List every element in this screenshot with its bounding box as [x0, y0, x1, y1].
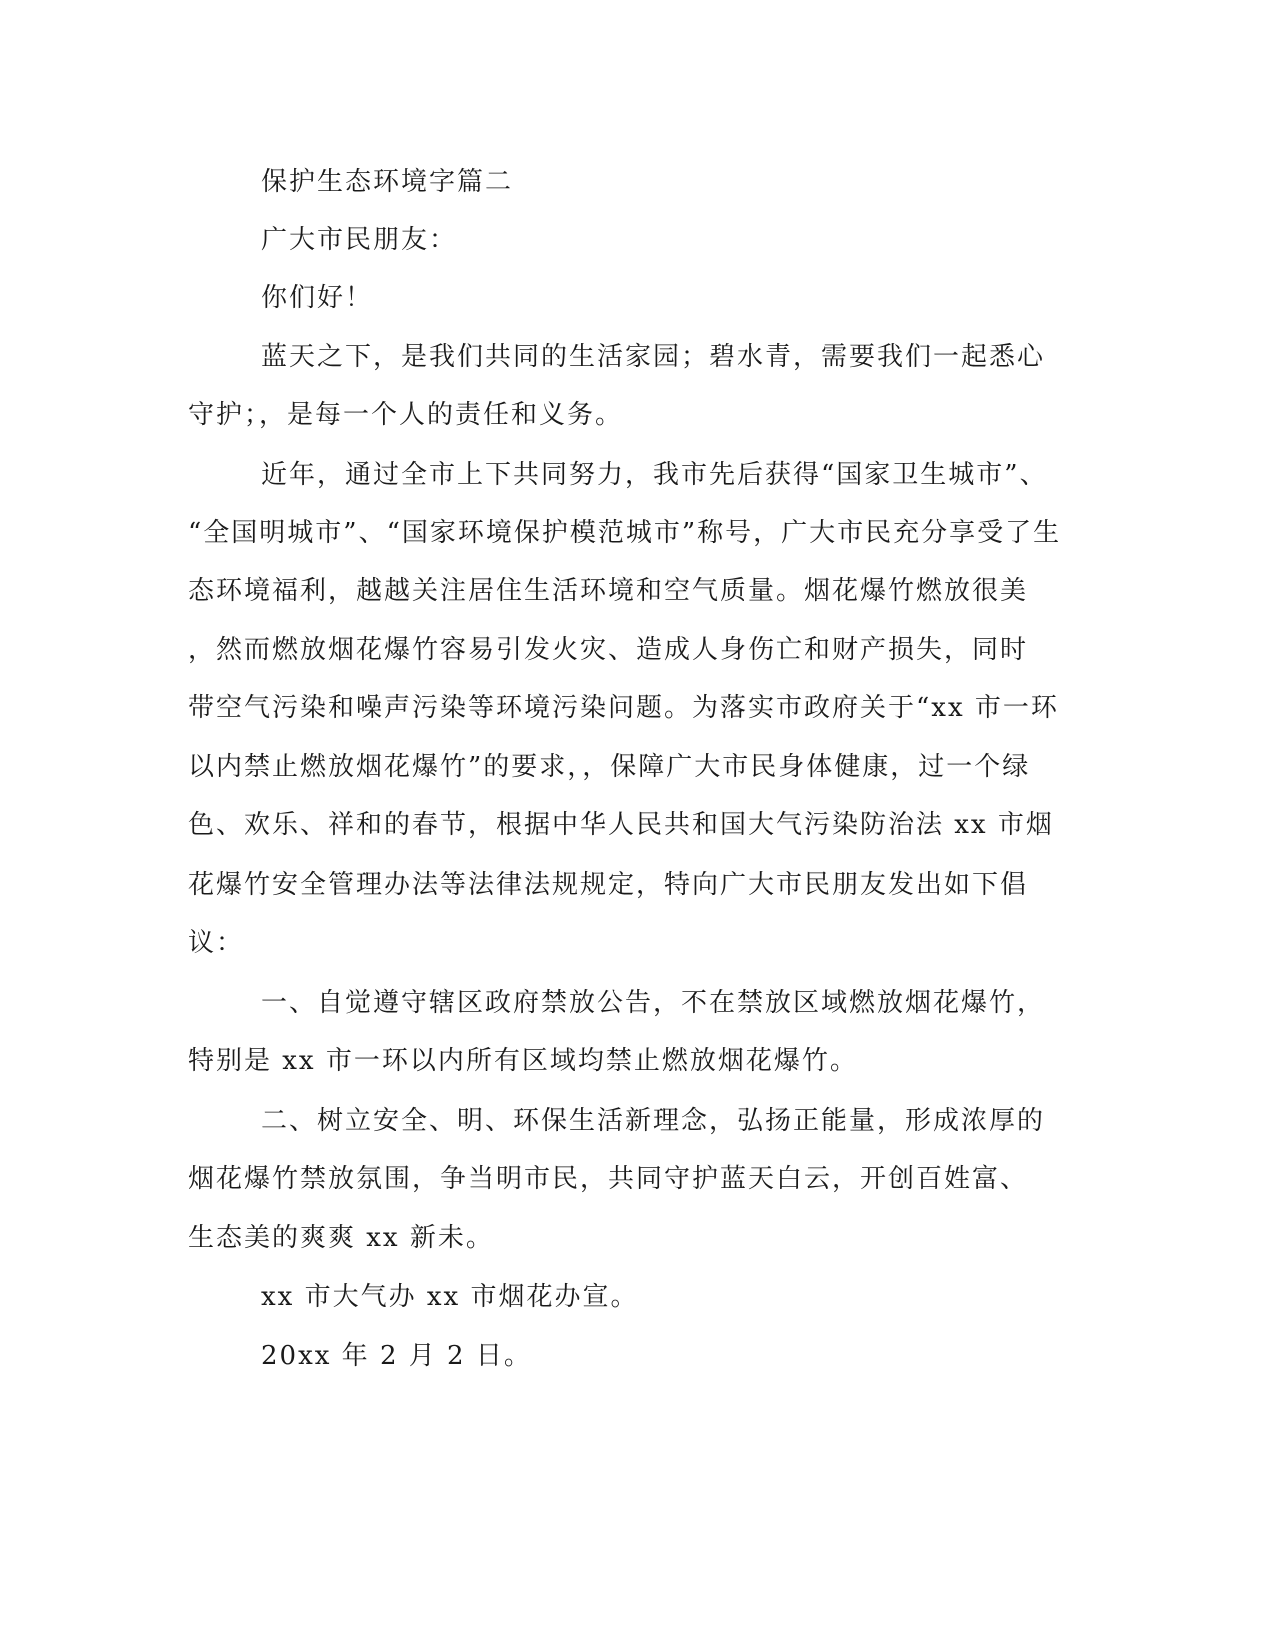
paragraph-line: 蓝天之下，是我们共同的生活家园；碧水青，需要我们一起悉心 [261, 342, 1046, 372]
paragraph-line: 以内禁止燃放烟花爆竹”的要求，，保障广大市民身体健康，过一个绿 [188, 752, 1031, 782]
paragraph-line: “全国明城市”、“国家环境保护模范城市”称号，广大市民充分享受了生 [188, 518, 1062, 548]
paragraph-line: 色、欢乐、祥和的春节，根据中华人民共和国大气污染防治法 xx 市烟 [188, 810, 1054, 840]
paragraph-line: 生态美的爽爽 xx 新未。 [188, 1223, 494, 1253]
paragraph-line: 烟花爆竹禁放氛围，争当明市民，共同守护蓝天白云，开创百姓富、 [188, 1164, 1029, 1194]
paragraph-line: 带空气污染和噪声污染等环境污染问题。为落实市政府关于“xx 市一环 [188, 693, 1059, 723]
greeting: 你们好！ [261, 283, 374, 313]
paragraph-line: 守护；，是每一个人的责任和义务。 [188, 400, 624, 430]
paragraph-line: 近年，通过全市上下共同努力，我市先后获得“国家卫生城市”、 [261, 460, 1048, 490]
salutation: 广大市民朋友： [261, 225, 458, 255]
document-heading: 保护生态环境字篇二 [261, 167, 514, 197]
date: 20xx 年 2 月 2 日。 [261, 1341, 532, 1371]
paragraph-line: 一、自觉遵守辖区政府禁放公告，不在禁放区域燃放烟花爆竹， [261, 988, 1046, 1018]
paragraph-line: 议： [188, 928, 245, 958]
paragraph-line: 二、树立安全、明、环保生活新理念，弘扬正能量，形成浓厚的 [261, 1106, 1046, 1136]
paragraph-line: 态环境福利，越越关注居住生活环境和空气质量。烟花爆竹燃放很美 [188, 576, 1029, 606]
paragraph-line: 特别是 xx 市一环以内所有区域均禁止燃放烟花爆竹。 [188, 1046, 858, 1076]
paragraph-line: 花爆竹安全管理办法等法律法规规定，特向广大市民朋友发出如下倡 [188, 870, 1029, 900]
paragraph-line: ，然而燃放烟花爆竹容易引发火灾、造成人身伤亡和财产损失，同时 [188, 635, 1029, 665]
signature: xx 市大气办 xx 市烟花办宣。 [261, 1282, 639, 1312]
